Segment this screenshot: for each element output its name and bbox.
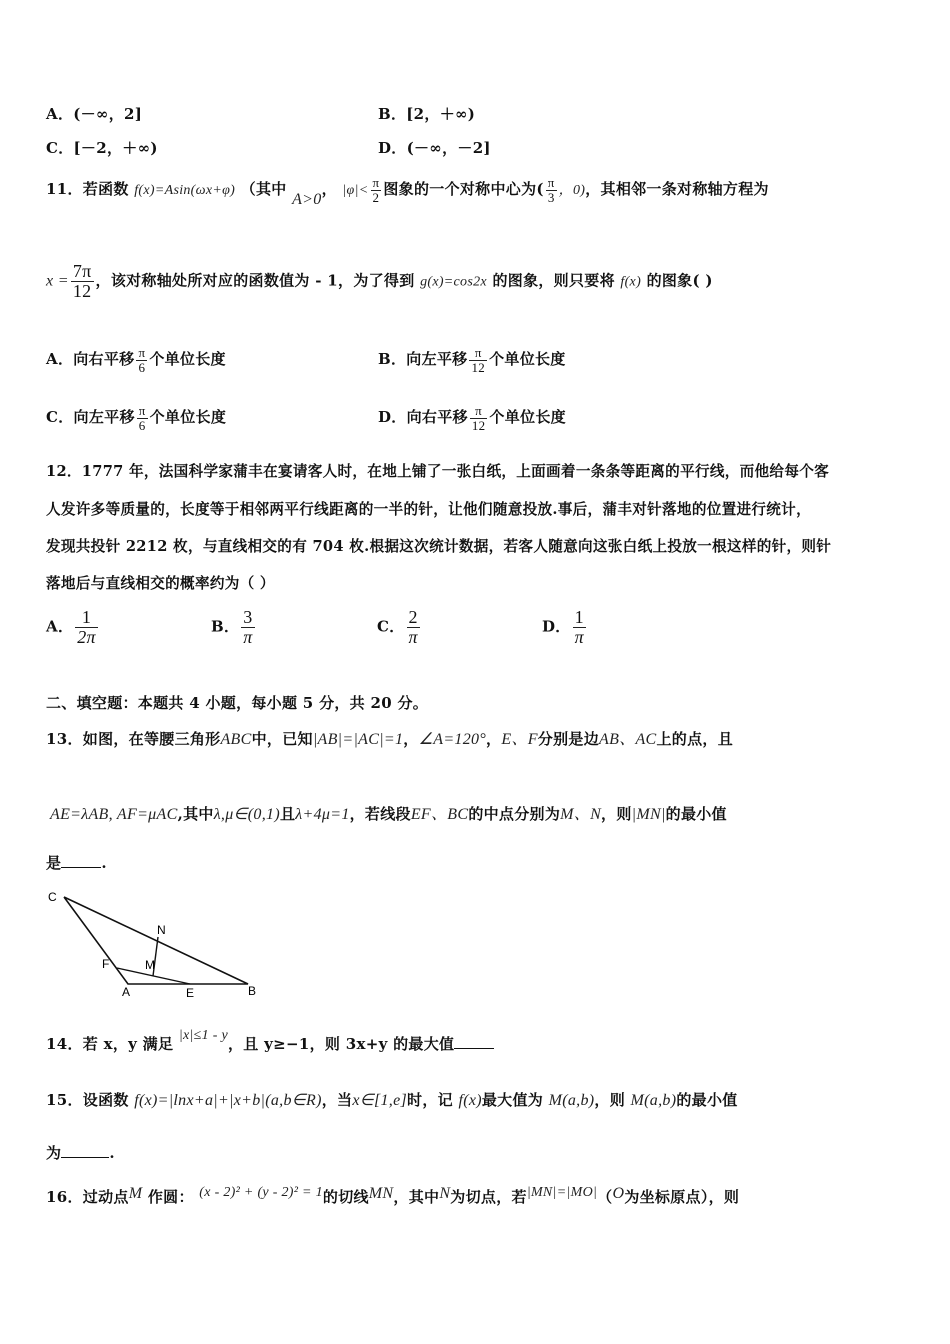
label-m: M — [145, 958, 155, 972]
q12-line3: 发现共投针 2212 枚，与直线相交的有 704 枚.根据这次统计数据，若客人随意向这张白纸上投放一根这样的针，则针 — [46, 538, 832, 555]
q12-line2: 人发许多等质量的，长度等于相邻两平行线距离的一半的针，让他们随意投放.事后，蒲丰对针落地的位置进行统计， — [46, 501, 811, 518]
section-heading: 二、填空题：本题共 4 小题，每小题 5 分，共 20 分。 — [46, 694, 429, 712]
q15-function: f(x)=|lnx+a|+|x+b|(a,b∈R) — [134, 1092, 322, 1109]
q12-option-d: D． $\frac{1}{\pi}$ — [542, 607, 584, 647]
label-e: E — [186, 986, 195, 1000]
q13-triangle-figure — [40, 886, 270, 1004]
q13-line1: 13．如图，在等腰三角形ABC中，已知|AB|=|AC|=1，∠A=120°，E、F分别是边AB、AC上的点，且 — [46, 730, 734, 748]
q14-line: 14．若 x，y 满足 |x|≤1 - y，且 y≥−1，则 3x+y 的最大值 — [46, 1033, 494, 1054]
q16-condition: |MN|=|MO| — [526, 1185, 598, 1200]
label-n: N — [157, 923, 166, 937]
q15-line1: 15．设函数 f(x)=|lnx+a|+|x+b|(a,b∈R)，当x∈[1,e]时，记 f(x)最大值为 M(a,b)，则 M(a,b)的最小值 — [46, 1091, 738, 1109]
q12-line4: 落地后与直线相交的概率约为（ ） — [46, 575, 275, 592]
q11-option-d: D．向右平移 $\frac{\pi}{12}$ 个单位长度 — [378, 403, 566, 433]
q12-option-b: B． $\frac{3}{\pi}$ — [211, 607, 253, 647]
q11-number: 11．若函数 — [46, 180, 129, 199]
q16-circle-equation: (x - 2)² + (y - 2)² = 1 — [199, 1185, 323, 1200]
q11-line2: x = $\frac{7\pi}{12}$ ，该对称轴处所对应的函数值为 - 1，为了得到 g(x)=cos2x 的图象，则只要将 f(x) 的图象( ) — [46, 261, 713, 301]
q13-angle: ∠A=120° — [418, 731, 487, 748]
q11-pi-over-3: $\frac{\pi}{3}$ — [547, 175, 555, 205]
q11-function: f(x)=Asin(ωx+φ) — [134, 183, 236, 199]
q11-g-function: g(x)=cos2x — [420, 274, 487, 290]
q12-option-a: A． $\frac{1}{2\pi}$ — [46, 607, 96, 647]
q14-condition: |x|≤1 - y — [178, 1028, 228, 1043]
triangle-abc — [64, 897, 248, 984]
q10-option-a: A．(－∞，2] — [46, 105, 143, 123]
q14-answer-blank[interactable] — [454, 1048, 494, 1049]
label-f: F — [102, 957, 110, 971]
q11-option-a: A．向右平移 $\frac{\pi}{6}$ 个单位长度 — [46, 345, 226, 375]
q11-pi-over-2: $\frac{\pi}{2}$ — [372, 175, 380, 205]
q10-option-b: B．[2，＋∞) — [378, 105, 476, 123]
q10-option-c: C．[－2，＋∞) — [46, 139, 158, 157]
q10-option-d: D．(－∞，－2] — [378, 139, 491, 157]
q11-option-b: B．向左平移 $\frac{\pi}{12}$ 个单位长度 — [378, 345, 566, 375]
label-b: B — [248, 984, 257, 998]
q12-option-c: C． $\frac{2}{\pi}$ — [377, 607, 418, 647]
q11-line1: 11．若函数 f(x)=Asin(ωx+φ) （其中 A>0， |φ|< $\frac{\pi}{2}$ 图象的一个对称中心为( $\frac{\pi}{3}$ ，0)，其相邻一条对称轴方程为 — [46, 175, 769, 209]
q11-seven-pi-over-12: $\frac{7\pi}{12}$ — [72, 261, 92, 301]
q15-line2: 为 . — [46, 1144, 115, 1162]
q15-answer-blank[interactable] — [61, 1157, 109, 1158]
q11-option-c: C．向左平移 $\frac{\pi}{6}$ 个单位长度 — [46, 403, 227, 433]
q11-a-condition: A>0 — [292, 191, 322, 209]
q13-line3: 是 . — [46, 854, 107, 872]
q13-line2: AE=λAB, AF=μAC,其中λ,μ∈(0,1)且λ+4μ=1，若线段EF、BC的中点分别为M、N，则|MN|的最小值 — [50, 805, 727, 823]
label-c: C — [48, 890, 57, 904]
q13-length-condition: |AB|=|AC|=1 — [312, 731, 404, 748]
q13-answer-blank[interactable] — [61, 867, 101, 868]
label-a: A — [122, 985, 131, 999]
q11-phi-condition: |φ|< — [342, 183, 369, 199]
q12-line1: 12．1777 年，法国科学家蒲丰在宴请客人时，在地上铺了一张白纸，上面画着一条条等距离的平行线，而他给每个客 — [46, 463, 830, 480]
q13-vector-relation: AE=λAB, AF=μAC — [50, 806, 178, 823]
q16-line: 16．过动点M 作圆： (x - 2)² + (y - 2)² = 1的切线MN，其中N为切点，若|MN|=|MO|（O为坐标原点），则 — [46, 1185, 740, 1206]
